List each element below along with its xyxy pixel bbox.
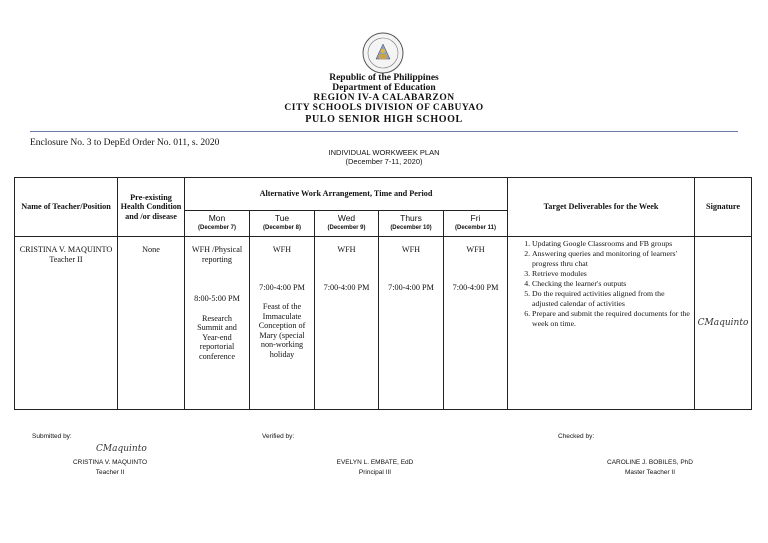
deliverable-item: 3. Retrieve modules xyxy=(532,269,692,279)
verified-position: Principal III xyxy=(358,469,392,476)
mon-note: Research Summit and Year-end reportorial conference xyxy=(197,313,237,361)
checked-label: Checked by: xyxy=(558,433,595,440)
tue-time: 7:00-4:00 PM xyxy=(259,282,305,292)
header-division: CITY SCHOOLS DIVISION OF CABUYAO xyxy=(284,103,484,113)
verified-name: EVELYN L. EMBATE, EdD xyxy=(336,459,414,466)
checked-position: Master Teacher II xyxy=(624,469,676,476)
fri-cell xyxy=(444,237,508,410)
teacher-cell xyxy=(15,237,118,410)
teacher-signature: CMaquinto xyxy=(697,317,749,328)
plan-dates: (December 7-11, 2020) xyxy=(345,157,423,166)
teacher-position: Teacher II xyxy=(49,254,83,264)
deped-seal-logo xyxy=(362,32,404,74)
header-divider xyxy=(30,131,738,132)
enclosure-text: Enclosure No. 3 to DepEd Order No. 011, s. 2020 xyxy=(30,138,220,148)
deliverables-cell xyxy=(508,237,695,410)
col-header-health: Pre-existing Health Condition and /or disease xyxy=(118,178,185,237)
deliverable-item: 2. Answering queries and monitoring of learners' progress thru chat xyxy=(532,249,692,269)
wed-mode: WFH xyxy=(337,245,356,254)
thu-mode: WFH xyxy=(401,245,421,254)
plan-title: INDIVIDUAL WORKWEEK PLAN xyxy=(328,148,440,157)
mon-time: 8:00-5:00 PM xyxy=(194,294,240,303)
col-header-deliverables: Target Deliverables for the Week xyxy=(508,178,695,237)
header-republic: Republic of the Philippines xyxy=(329,73,439,83)
mon-mode: WFH /Physical reporting xyxy=(191,245,243,264)
submitted-label: Submitted by: xyxy=(32,433,72,440)
workweek-plan-table xyxy=(14,177,752,410)
header-school: PULO SENIOR HIGH SCHOOL xyxy=(305,114,463,125)
col-header-name: Name of Teacher/Position xyxy=(15,178,118,237)
day-header-thu: Thurs (December 10) xyxy=(379,211,444,237)
wed-cell xyxy=(315,237,379,410)
header-department: Department of Education xyxy=(332,83,436,93)
deliverable-item: 1. Updating Google Classrooms and FB groups xyxy=(532,239,692,249)
deliverables-list xyxy=(510,239,692,329)
tue-note: Feast of the Immaculate Conception of Mary (special non-working holiday xyxy=(258,302,306,359)
col-header-signature: Signature xyxy=(695,178,752,237)
day-header-mon: Mon (December 7) xyxy=(185,211,250,237)
fri-time: 7:00-4:00 PM xyxy=(452,282,499,292)
day-header-wed: Wed (December 9) xyxy=(315,211,379,237)
submitted-position: Teacher II xyxy=(95,469,125,476)
deliverable-item: 4. Checking the learner's outputs xyxy=(532,279,692,289)
col-header-awa: Alternative Work Arrangement, Time and Period xyxy=(185,178,508,211)
submitted-signature: CMaquinto xyxy=(96,444,147,454)
tue-cell xyxy=(250,237,315,410)
deliverable-item: 5. Do the required activities aligned from the adjusted calendar of activities xyxy=(532,289,692,309)
checked-name: CAROLINE J. BOBILES, PhD xyxy=(607,459,693,466)
mon-cell xyxy=(185,237,250,410)
deliverable-item: 6. Prepare and submit the required documents for the week on time. xyxy=(532,309,692,329)
day-header-fri: Fri (December 11) xyxy=(444,211,508,237)
thu-time: 7:00-4:00 PM xyxy=(388,282,434,292)
tue-mode: WFH xyxy=(272,245,292,254)
teacher-name: CRISTINA V. MAQUINTO xyxy=(19,245,113,254)
day-header-tue: Tue (December 8) xyxy=(250,211,315,237)
signature-cell xyxy=(695,237,752,410)
wed-time: 7:00-4:00 PM xyxy=(323,282,370,292)
health-cell: None xyxy=(118,237,185,410)
thu-cell xyxy=(379,237,444,410)
submitted-name: CRISTINA V. MAQUINTO xyxy=(72,459,148,466)
header-region: REGION IV-A CALABARZON xyxy=(313,93,455,103)
verified-label: Verified by: xyxy=(262,433,295,440)
fri-mode: WFH xyxy=(466,245,485,254)
